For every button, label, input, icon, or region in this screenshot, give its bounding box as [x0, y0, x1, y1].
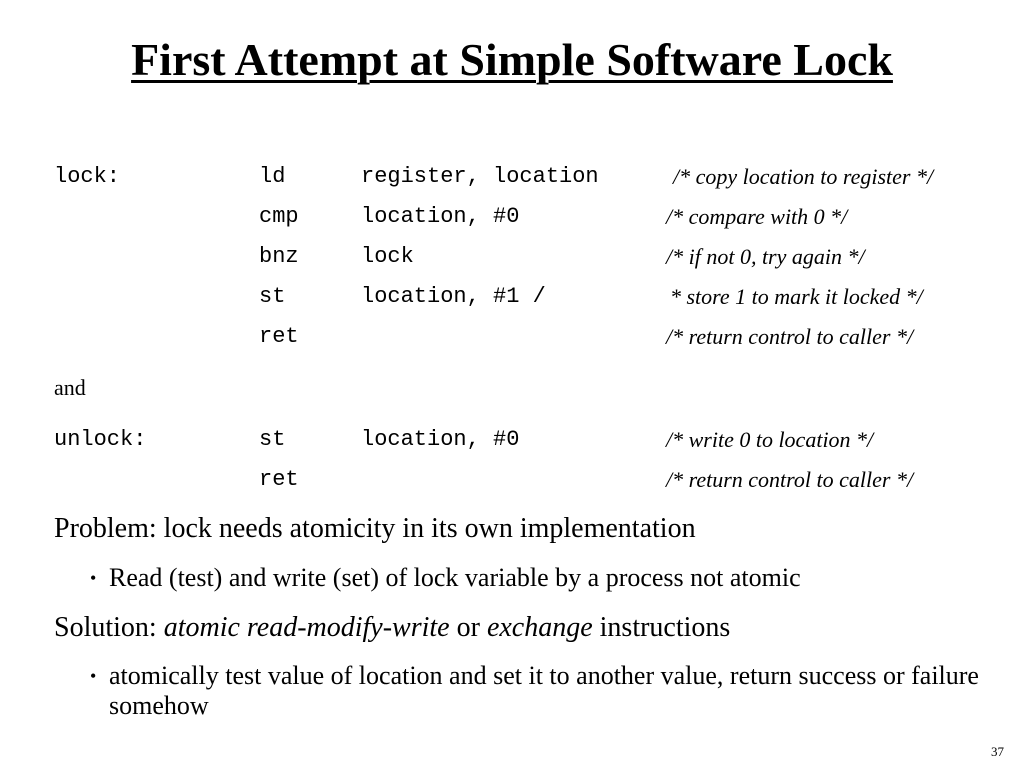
solution-statement — [54, 611, 730, 645]
solution-connector: or — [449, 612, 487, 643]
code-opcode: st — [259, 284, 286, 309]
code-comment: /* return control to caller */ — [666, 467, 914, 492]
solution-suffix: instructions — [592, 612, 731, 643]
code-comment: * store 1 to mark it locked */ — [670, 284, 923, 309]
connector-text: and — [54, 375, 86, 400]
solution-bullet — [90, 661, 980, 721]
code-label: lock: — [54, 164, 121, 189]
bullet-text: Read (test) and write (set) of lock variable by a process not atomic — [109, 563, 801, 592]
code-operands: lock — [361, 244, 414, 269]
code-opcode: bnz — [259, 244, 299, 269]
code-comment: /* if not 0, try again */ — [666, 244, 865, 269]
bullet-icon: • — [90, 666, 97, 686]
code-opcode: cmp — [259, 204, 299, 229]
code-operands: location, #1 / — [361, 284, 546, 309]
slide-title: First Attempt at Simple Software Lock — [131, 34, 893, 85]
code-line — [0, 202, 1024, 232]
code-opcode: st — [259, 427, 286, 452]
code-opcode: ret — [259, 467, 299, 492]
problem-statement: Problem: lock needs atomicity in its own implementation — [54, 513, 696, 544]
code-line — [0, 162, 1024, 192]
code-line — [0, 322, 1024, 352]
solution-prefix: Solution: — [54, 612, 164, 643]
bullet-text: atomically test value of location and set it to another value, return success or failure somehow — [109, 661, 979, 720]
code-line — [0, 425, 1024, 455]
code-label: unlock: — [54, 427, 147, 452]
code-comment: /* compare with 0 */ — [666, 204, 848, 229]
bullet-icon: • — [90, 568, 97, 588]
code-line — [0, 465, 1024, 495]
code-operands: location, #0 — [361, 204, 520, 229]
code-line — [0, 282, 1024, 312]
code-operands: location, #0 — [361, 427, 520, 452]
code-comment: /* write 0 to location */ — [666, 427, 874, 452]
solution-emphasis-2: exchange — [486, 612, 593, 643]
code-comment: /* copy location to register */ — [673, 164, 934, 189]
page-number: 37 — [991, 744, 1004, 759]
code-opcode: ld — [259, 164, 286, 189]
code-opcode: ret — [259, 324, 299, 349]
code-operands: register, location — [361, 164, 599, 189]
code-line — [0, 242, 1024, 272]
problem-bullet — [90, 563, 980, 593]
solution-emphasis-1: atomic read-modify-write — [163, 612, 450, 643]
code-comment: /* return control to caller */ — [666, 324, 914, 349]
